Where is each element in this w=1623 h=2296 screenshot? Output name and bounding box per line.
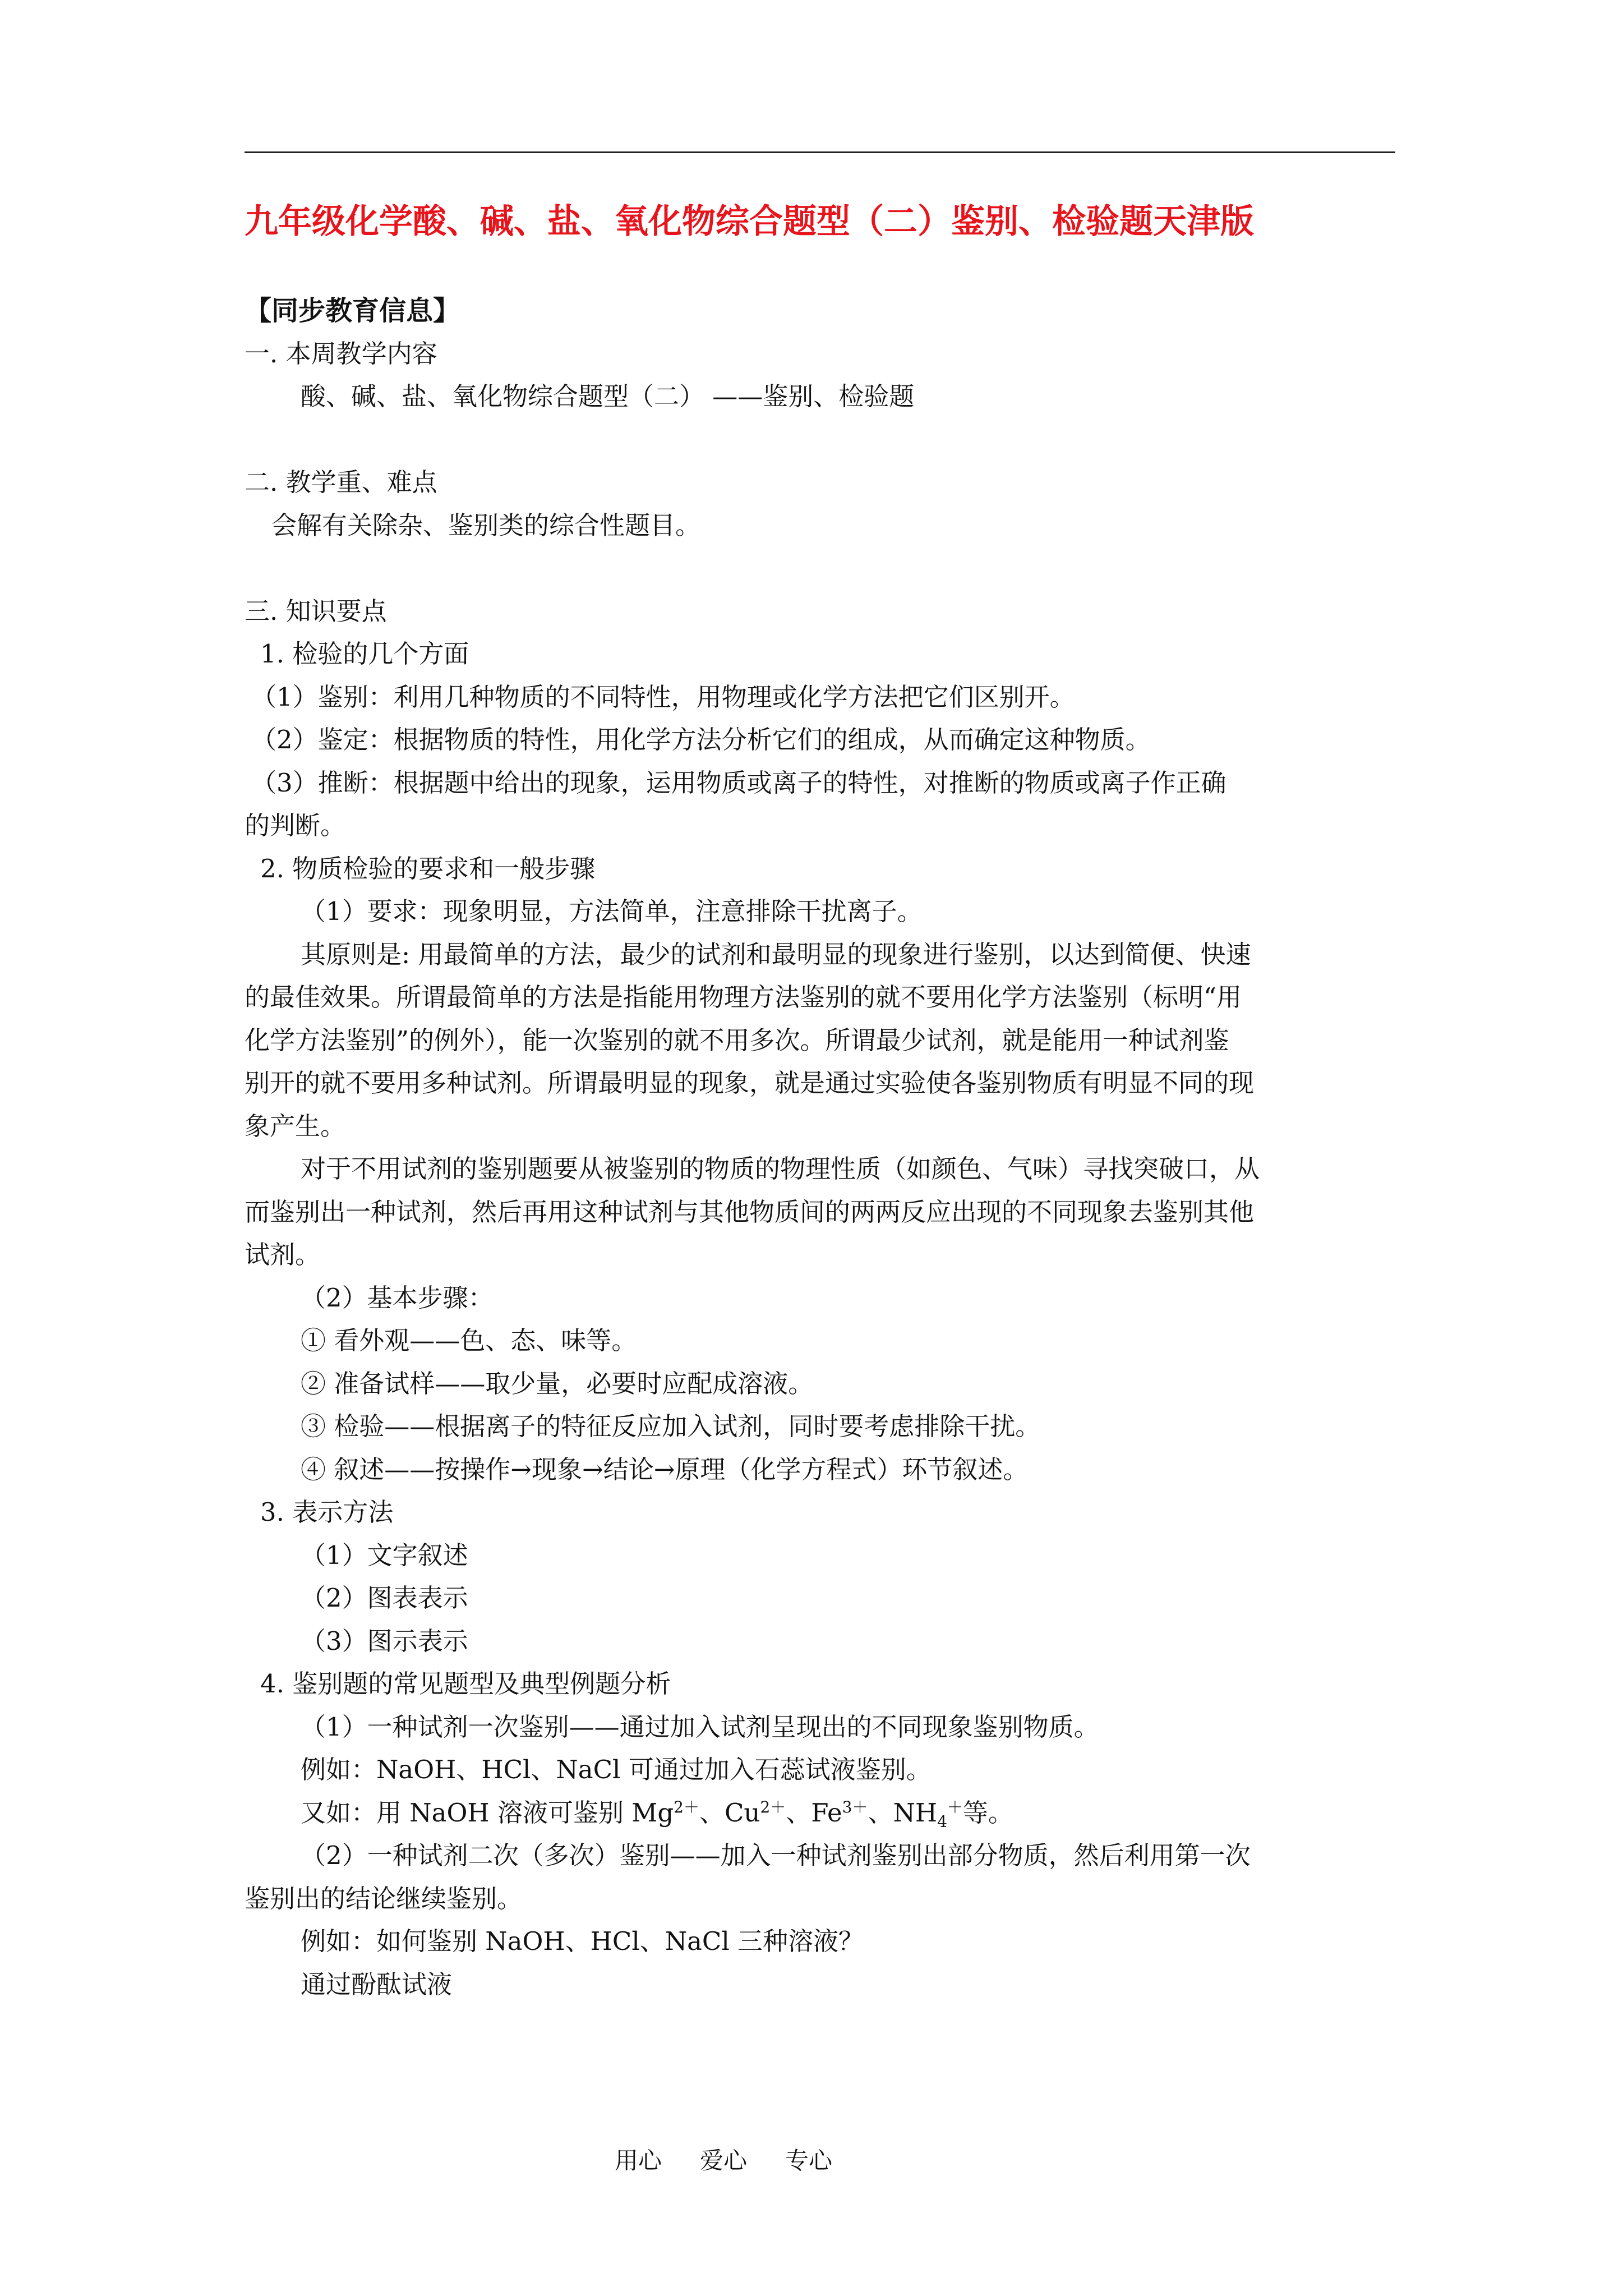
section2-body: 会解有关除杂、鉴别类的综合性题目。: [271, 510, 701, 540]
example-2-suffix: 等。: [962, 1797, 1013, 1828]
header-rule: [245, 151, 1395, 153]
example-2-sep2: 、Fe: [786, 1797, 842, 1828]
principle-line-2: 的最佳效果。所谓最简单的方法是指能用物理方法鉴别的就不要用化学方法鉴别（标明“用: [245, 982, 1242, 1012]
principle-line-4: 别开的就不要用多种试剂。所谓最明显的现象，就是通过实验使各鉴别物质有明显不同的现: [245, 1068, 1255, 1098]
footer-item: 专心: [785, 2147, 833, 2174]
section1-body: 酸、碱、盐、氧化物综合题型（二） ——鉴别、检验题: [301, 381, 915, 411]
no-reagent-line-2: 而鉴别出一种试剂，然后再用这种试剂与其他物质间的两两反应出现的不同现象去鉴别其他: [245, 1197, 1255, 1227]
point3-heading: 3. 表示方法: [260, 1497, 394, 1527]
point2-requirement: （1）要求：现象明显，方法简单，注意排除干扰离子。: [301, 896, 923, 926]
step-2: ② 准备试样——取少量，必要时应配成溶液。: [301, 1368, 814, 1398]
principle-line-1: 其原则是: 用最简单的方法，最少的试剂和最明显的现象进行鉴别，以达到简便、快速: [301, 939, 1251, 969]
mg-charge: 2＋: [674, 1797, 699, 1816]
no-reagent-line-1: 对于不用试剂的鉴别题要从被鉴别的物质的物理性质（如颜色、气味）寻找突破口，从: [301, 1154, 1260, 1184]
spacer: [245, 418, 1395, 462]
principle-line-3: 化学方法鉴别”的例外），能一次鉴别的就不用多次。所谓最少试剂，就是能用一种试剂鉴: [245, 1025, 1229, 1055]
method-3: （3）图示表示: [301, 1626, 468, 1656]
example-4: 通过酚酞试液: [301, 1969, 453, 1999]
step-3: ③ 检验——根据离子的特征反应加入试剂，同时要考虑排除干扰。: [301, 1411, 1041, 1441]
document-title: 九年级化学酸、碱、盐、氧化物综合题型（二）鉴别、检验题天津版: [245, 202, 1254, 241]
example-2-prefix: 又如：用 NaOH 溶液可鉴别 Mg: [301, 1797, 674, 1828]
type2-item-line-1: （2）一种试剂二次（多次）鉴别——加入一种试剂鉴别出部分物质，然后利用第一次: [301, 1841, 1251, 1870]
section1-heading: 一. 本周教学内容: [245, 338, 437, 369]
example-2-sep1: 、Cu: [699, 1797, 760, 1828]
point1-item-3-cont: 的判断。: [245, 811, 346, 840]
fe-charge: 3＋: [842, 1797, 868, 1816]
cu-charge: 2＋: [760, 1797, 786, 1816]
point4-heading: 4. 鉴别题的常见题型及典型例题分析: [260, 1669, 671, 1699]
method-1: （1）文字叙述: [301, 1540, 468, 1570]
point2-heading: 2. 物质检验的要求和一般步骤: [260, 853, 596, 884]
spacer: [245, 547, 1395, 590]
document-body: [245, 289, 1395, 2006]
point1-item-2: （2）鉴定：根据物质的特性，用化学方法分析它们的组成，从而确定这种物质。: [251, 725, 1151, 754]
point1-heading: 1. 检验的几个方面: [260, 639, 469, 669]
nh4-subscript: 4: [937, 1812, 947, 1831]
footer-item: 用心: [614, 2147, 662, 2174]
footer-item: 爱心: [699, 2147, 747, 2174]
example-3: 例如：如何鉴别 NaOH、HCl、NaCl 三种溶液？: [301, 1926, 864, 1956]
info-heading: 【同步教育信息】: [245, 295, 460, 326]
point1-item-3: （3）推断：根据题中给出的现象，运用物质或离子的特性，对推断的物质或离子作正确: [251, 767, 1227, 798]
page-footer: [0, 2144, 1447, 2178]
steps-heading: （2）基本步骤：: [301, 1282, 494, 1313]
type2-item-line-2: 鉴别出的结论继续鉴别。: [245, 1883, 523, 1913]
point1-item-1: （1）鉴别：利用几种物质的不同特性，用物理或化学方法把它们区别开。: [251, 682, 1075, 712]
step-1: ① 看外观——色、态、味等。: [301, 1326, 637, 1355]
nh4-charge: ＋: [947, 1797, 963, 1816]
example-1: 例如：NaOH、HCl、NaCl 可通过加入石蕊试液鉴别。: [301, 1755, 932, 1784]
example-2-sep3: 、NH: [868, 1797, 938, 1828]
type1-item: （1）一种试剂一次鉴别——通过加入试剂呈现出的不同现象鉴别物质。: [301, 1711, 1099, 1742]
no-reagent-line-3: 试剂。: [245, 1240, 321, 1269]
section2-heading: 二. 教学重、难点: [245, 467, 437, 497]
example-2: [245, 1792, 1395, 1835]
step-4: ④ 叙述——按操作→现象→结论→原理（化学方程式）环节叙述。: [301, 1454, 1029, 1484]
method-2: （2）图表表示: [301, 1583, 468, 1613]
principle-line-5: 象产生。: [245, 1111, 346, 1141]
section3-heading: 三. 知识要点: [245, 596, 387, 626]
